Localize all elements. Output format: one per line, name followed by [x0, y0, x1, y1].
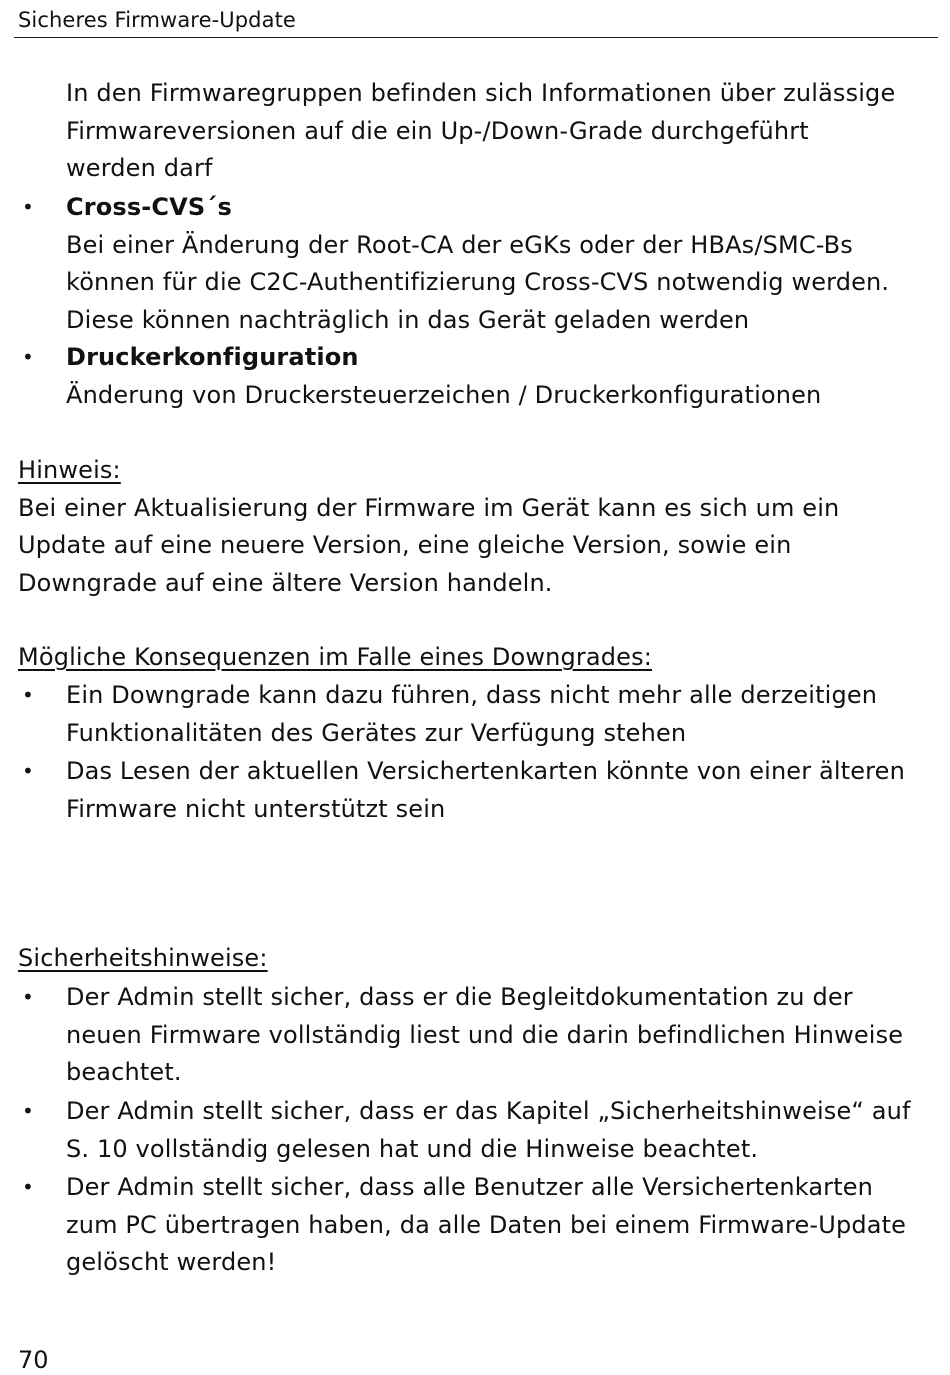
safety-line: neuen Firmware vollständig liest und die darin befindlichen Hinweise	[66, 1020, 904, 1049]
bullet-icon: •	[22, 683, 34, 707]
safety-heading-row	[18, 940, 933, 978]
bullet-icon: •	[22, 759, 34, 783]
header-divider	[14, 37, 938, 38]
feature-line: können für die C2C-Authentifizierung Cross-CVS notwendig werden.	[66, 268, 890, 296]
note-line: Downgrade auf eine ältere Version handeln.	[18, 568, 553, 597]
feature-line: Diese können nachträglich in das Gerät geladen werden	[66, 305, 750, 334]
note-line: Update auf eine neuere Version, eine gleiche Version, sowie ein	[18, 531, 792, 559]
consequence-line: Funktionalitäten des Gerätes zur Verfügung stehen	[66, 718, 687, 747]
intro-line: In den Firmwaregruppen befinden sich Informationen über zulässige	[66, 79, 896, 107]
consequence-line: Das Lesen der aktuellen Versichertenkarten könnte von einer älteren	[66, 757, 905, 785]
intro-line: Firmwareversionen auf die ein Up-/Down-Grade durchgeführt	[66, 116, 809, 145]
safety-line: beachtet.	[66, 1058, 182, 1086]
feature-title: Cross-CVS´s	[66, 193, 232, 221]
consequence-line: Firmware nicht unterstützt sein	[66, 794, 446, 823]
page-number: 70	[18, 1346, 49, 1374]
intro-paragraph	[66, 75, 936, 188]
feature-title: Druckerkonfiguration	[66, 343, 359, 371]
bullet-icon: •	[22, 345, 34, 369]
note-section	[18, 452, 933, 602]
consequence-line: Ein Downgrade kann dazu führen, dass nicht mehr alle derzeitigen	[66, 681, 878, 709]
consequences-heading: Mögliche Konsequenzen im Falle eines Downgrades:	[18, 643, 652, 671]
safety-line: zum PC übertragen haben, da alle Daten bei einem Firmware-Update	[66, 1210, 907, 1239]
bullet-icon: •	[22, 1175, 34, 1199]
bullet-icon: •	[22, 195, 34, 219]
feature-line: Änderung von Druckersteuerzeichen / Druckerkonfigurationen	[66, 380, 822, 409]
feature-line: Bei einer Änderung der Root-CA der eGKs oder der HBAs/SMC-Bs	[66, 230, 853, 259]
safety-line: gelöscht werden!	[66, 1248, 277, 1276]
running-header-title: Sicheres Firmware-Update	[18, 8, 296, 32]
safety-heading: Sicherheitshinweise:	[18, 944, 268, 972]
safety-line: Der Admin stellt sicher, dass er die Begleitdokumentation zu der	[66, 983, 853, 1011]
note-line: Bei einer Aktualisierung der Firmware im Gerät kann es sich um ein	[18, 493, 840, 522]
safety-line: S. 10 vollständig gelesen hat und die Hinweise beachtet.	[66, 1134, 759, 1163]
bullet-icon: •	[22, 985, 34, 1009]
safety-line: Der Admin stellt sicher, dass er das Kapitel „Sicherheitshinweise“ auf	[66, 1097, 911, 1125]
safety-line: Der Admin stellt sicher, dass alle Benutzer alle Versichertenkarten	[66, 1173, 874, 1201]
note-heading: Hinweis:	[18, 456, 121, 484]
intro-line: werden darf	[66, 154, 213, 182]
bullet-icon: •	[22, 1099, 34, 1123]
consequences-heading-row	[18, 639, 933, 677]
